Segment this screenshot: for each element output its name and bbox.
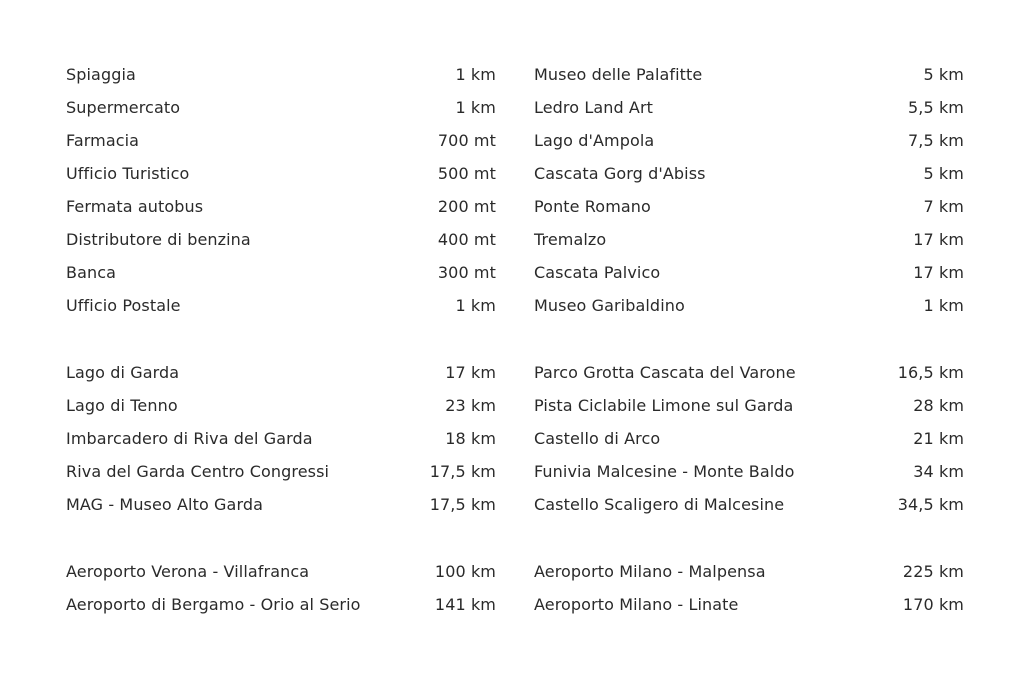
place-name: MAG - Museo Alto Garda	[66, 495, 264, 514]
place-distance: 1 km	[455, 65, 496, 84]
place-distance: 17 km	[913, 230, 964, 249]
place-name: Fermata autobus	[66, 197, 204, 216]
place-distance: 225 km	[902, 562, 964, 581]
place-name: Ledro Land Art	[534, 98, 654, 117]
place-name: Museo delle Palafitte	[534, 65, 703, 84]
distance-row	[66, 455, 496, 488]
place-name: Parco Grotta Cascata del Varone	[534, 363, 796, 382]
place-name: Imbarcadero di Riva del Garda	[66, 429, 313, 448]
place-name: Lago di Garda	[66, 363, 180, 382]
place-name: Cascata Palvico	[534, 263, 661, 282]
place-distance: 28 km	[913, 396, 964, 415]
place-name: Ufficio Turistico	[66, 164, 190, 183]
place-distance: 200 mt	[437, 197, 496, 216]
distance-row	[534, 488, 964, 521]
place-distance: 300 mt	[437, 263, 496, 282]
place-name: Castello di Arco	[534, 429, 661, 448]
place-name: Aeroporto Milano - Linate	[534, 595, 739, 614]
place-name: Pista Ciclabile Limone sul Garda	[534, 396, 794, 415]
distance-row	[66, 555, 496, 588]
place-distance: 16,5 km	[897, 363, 964, 382]
distance-row	[66, 190, 496, 223]
place-name: Aeroporto Milano - Malpensa	[534, 562, 766, 581]
place-distance: 1 km	[923, 296, 964, 315]
distance-row	[534, 356, 964, 389]
distance-row	[66, 223, 496, 256]
distance-row	[534, 455, 964, 488]
place-distance: 100 km	[434, 562, 496, 581]
place-name: Riva del Garda Centro Congressi	[66, 462, 330, 481]
place-distance: 1 km	[455, 296, 496, 315]
distance-row	[534, 124, 964, 157]
distance-row	[534, 58, 964, 91]
place-distance: 500 mt	[437, 164, 496, 183]
distance-row	[534, 422, 964, 455]
distance-row	[66, 588, 496, 621]
place-distance: 5 km	[923, 164, 964, 183]
distance-column-right	[534, 58, 964, 322]
distance-row	[534, 223, 964, 256]
place-name: Lago d'Ampola	[534, 131, 655, 150]
place-name: Banca	[66, 263, 117, 282]
place-name: Lago di Tenno	[66, 396, 178, 415]
place-distance: 17 km	[913, 263, 964, 282]
place-distance: 21 km	[913, 429, 964, 448]
distance-row	[66, 58, 496, 91]
distance-row	[66, 91, 496, 124]
place-distance: 17,5 km	[429, 462, 496, 481]
place-name: Museo Garibaldino	[534, 296, 685, 315]
place-name: Distributore di benzina	[66, 230, 251, 249]
place-distance: 170 km	[902, 595, 964, 614]
distance-row	[534, 588, 964, 621]
place-name: Aeroporto Verona - Villafranca	[66, 562, 310, 581]
distance-row	[66, 356, 496, 389]
place-distance: 141 km	[434, 595, 496, 614]
place-distance: 17 km	[445, 363, 496, 382]
distance-row	[66, 488, 496, 521]
place-name: Ufficio Postale	[66, 296, 181, 315]
distance-row	[534, 190, 964, 223]
place-name: Tremalzo	[534, 230, 607, 249]
distance-column-left	[66, 58, 496, 322]
place-name: Farmacia	[66, 131, 140, 150]
distance-row	[534, 256, 964, 289]
distance-row	[534, 389, 964, 422]
distance-row	[66, 422, 496, 455]
place-distance: 700 mt	[437, 131, 496, 150]
distance-row	[534, 91, 964, 124]
distance-column-left	[66, 555, 496, 621]
place-name: Aeroporto di Bergamo - Orio al Serio	[66, 595, 361, 614]
place-name: Ponte Romano	[534, 197, 651, 216]
place-distance: 17,5 km	[429, 495, 496, 514]
place-distance: 18 km	[445, 429, 496, 448]
place-distance: 23 km	[445, 396, 496, 415]
place-distance: 7,5 km	[908, 131, 964, 150]
distance-column-right	[534, 555, 964, 621]
distance-row	[66, 289, 496, 322]
place-distance: 34,5 km	[897, 495, 964, 514]
distance-row	[66, 389, 496, 422]
place-name: Castello Scaligero di Malcesine	[534, 495, 785, 514]
place-name: Spiaggia	[66, 65, 136, 84]
distance-row	[66, 124, 496, 157]
distance-column-right	[534, 356, 964, 521]
distance-row	[534, 157, 964, 190]
place-distance: 5,5 km	[908, 98, 964, 117]
place-distance: 5 km	[923, 65, 964, 84]
place-distance: 400 mt	[437, 230, 496, 249]
place-distance: 7 km	[923, 197, 964, 216]
place-name: Funivia Malcesine - Monte Baldo	[534, 462, 795, 481]
distance-row	[534, 555, 964, 588]
distance-row	[66, 256, 496, 289]
place-distance: 1 km	[455, 98, 496, 117]
distance-row	[534, 289, 964, 322]
place-name: Supermercato	[66, 98, 181, 117]
distance-column-left	[66, 356, 496, 521]
distance-row	[66, 157, 496, 190]
place-distance: 34 km	[913, 462, 964, 481]
place-name: Cascata Gorg d'Abiss	[534, 164, 706, 183]
